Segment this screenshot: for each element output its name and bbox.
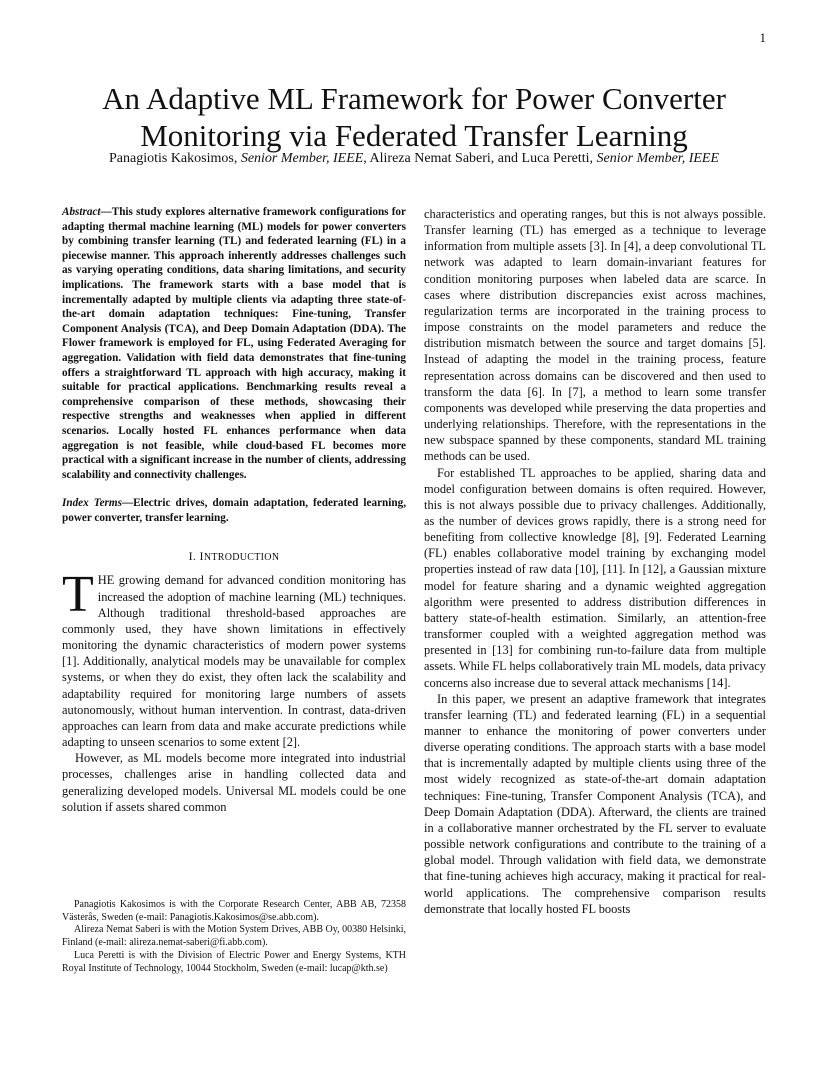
index-terms-text: —Electric drives, domain adaptation, federated learning, power converter, transfer learning. [62,497,406,524]
index-terms [62,496,406,525]
section-heading-introduction [62,549,406,564]
author-2-3: , Alireza Nemat Saberi, and Luca Peretti, [363,151,594,166]
abstract [62,205,406,482]
right-paragraph-2: For established TL approaches to be applied, sharing data and model configuration between domains is often required. However, this is not always possible due to privacy challenges. Additionally, as the number of devices grows rapidly, there is a strong need for benefiting from collective knowledge [8], [9]. Federated Learning (FL) enables collaborative model training by exchanging model properties instead of raw data [10], [11]. In [12], a Gaussian mixture model for feature sharing and a dynamic weighted aggregation algorithm were presented to address distribution differences in battery state-of-health estimation. Similarly, an attention-free transformer coupled with a weighted aggregation method was presented in [13] for combining run-to-failure data from multiple assets. While FL helps collaboratively train ML models, data privacy concerns also increase due to several attack mechanisms [14]. [424,465,766,690]
right-paragraph-1: characteristics and operating ranges, but this is not always possible. Transfer learning (TL) has emerged as a technique to leverage information from multiple assets [3]. In [4], a deep convolutional TL network was adapted to learn domain-invariant features for condition monitoring purposes when labeled data are scarce. In cases where distribution discrepancies exist across machines, regularization terms are incorporated in the training process to impose constraints on the model parameters and reduce the distribution mismatch between the source and target domains [5]. Instead of adapting the model in the training process, feature representation across domains can be discovered and then used to transform the data [6]. In [7], a method to learn some transfer components was developed while preserving the data properties and underlying relationships. Therefore, with the representations in the new subspace spanned by these components, standard ML training methods can be used. [424,207,766,464]
index-terms-lead: Index Terms [62,497,122,510]
footnote-2: Alireza Nemat Saberi is with the Motion System Drives, ABB Oy, 00380 Helsinki, Finland (e-mail: alireza.nemat-saberi@fi.abb.com). [62,924,406,949]
footnote-1: Panagiotis Kakosimos is with the Corporate Research Center, ABB AB, 72358 Västerås, Sweden (e-mail: Panagiotis.Kakosimos@se.abb.com). [62,899,406,923]
author-list [0,151,828,167]
footnote-3: Luca Peretti is with the Division of Electric Power and Energy Systems, KTH Royal Institute of Technology, 10044 Stockholm, Sweden (e-mail: lucap@kth.se) [62,949,406,974]
intro-first-word: HE [97,573,115,588]
author-footnotes [62,899,406,975]
abstract-text: —This study explores alternative framework configurations for adapting thermal machine learning (ML) models for power converters by combining transfer learning (TL) and federated learning (FL) in a piecewise manner. This approach inherently addresses challenges such as varying operating conditions, data sharing limitations, and security implications. The framework starts with a base model that is incrementally adapted by multiple clients via adapting three state-of-the-art domain adaptation techniques: Fine-tuning, Transfer Component Analysis (TCA), and Deep Domain Adaptation (DDA). The Flower framework is employed for FL, using Federated Averaging for aggregation. Validation with field data demonstrates that fine-tuning offers a straightforward TL approach with high accuracy, making it suitable for practical applications. Benchmarking results reveal a comprehensive comparison of these methods, showcasing their respective strengths and weaknesses when applied in different scenarios. Locally hosted FL enhances performance when data aggregation is not feasible, while cloud-based FL becomes more practical with a significant increase in the number of clients, addressing scalability and connectivity challenges. [62,206,406,481]
author-1: Panagiotis Kakosimos, [108,151,238,166]
author-3-role: Senior Member, IEEE [596,151,720,166]
abstract-lead: Abstract [62,206,101,218]
title-line-2: Monitoring via Federated Transfer Learning [140,118,688,153]
section-title: NTRODUCTION [203,552,280,564]
intro-paragraph-1-text: growing demand for advanced condition monitoring has increased the adoption of machine learning (ML) techniques. Although traditional threshold-based approaches are commonly used, they have shown limitations in effectively monitoring the dynamic characteristics of modern power systems [1]. Additionally, analytical models may be unavailable for complex systems, or when they do exist, they often lack the scalability and adaptability required for monitoring large numbers of assets autonomously, without human intervention. In contrast, data-driven approaches can learn from data and make accurate predictions while adapting to unseen scenarios to some extent [2]. [62,573,406,750]
intro-paragraph-1 [62,566,406,750]
right-column [424,206,766,917]
author-1-role: Senior Member, IEEE [240,151,364,166]
title-line-1: An Adaptive ML Framework for Power Converter [102,81,726,116]
section-number: I. I [188,549,204,564]
intro-paragraph-2: However, as ML models become more integrated into industrial processes, challenges arise in handling collected data and generalizing developed models. Universal ML models could be one solution if assets shared common [62,751,406,814]
left-column [62,205,406,815]
page-number: 1 [759,30,766,45]
right-paragraph-3: In this paper, we present an adaptive framework that integrates transfer learning (TL) and federated learning (FL) in a sequential manner to enhance the monitoring of power converters under diverse operating conditions. The approach starts with a base model that is incrementally adapted by multiple clients using three of the most widely recognized as state-of-the-art domain adaptation techniques: Fine-tuning, Transfer Component Analysis (TCA), and Deep Domain Adaptation (DDA). Afterward, the clients are trained in a collaborative manner orchestrated by the FL server to evaluate possible network configurations and contribute to the training of a global model. Through validation with field data, we demonstrate that fine-tuning achieves high accuracy, making it practical for real-world applications. The comprehensive comparison results demonstrate that locally hosted FL boosts [424,691,766,916]
paper-title [0,80,828,154]
drop-cap: T [62,566,94,624]
